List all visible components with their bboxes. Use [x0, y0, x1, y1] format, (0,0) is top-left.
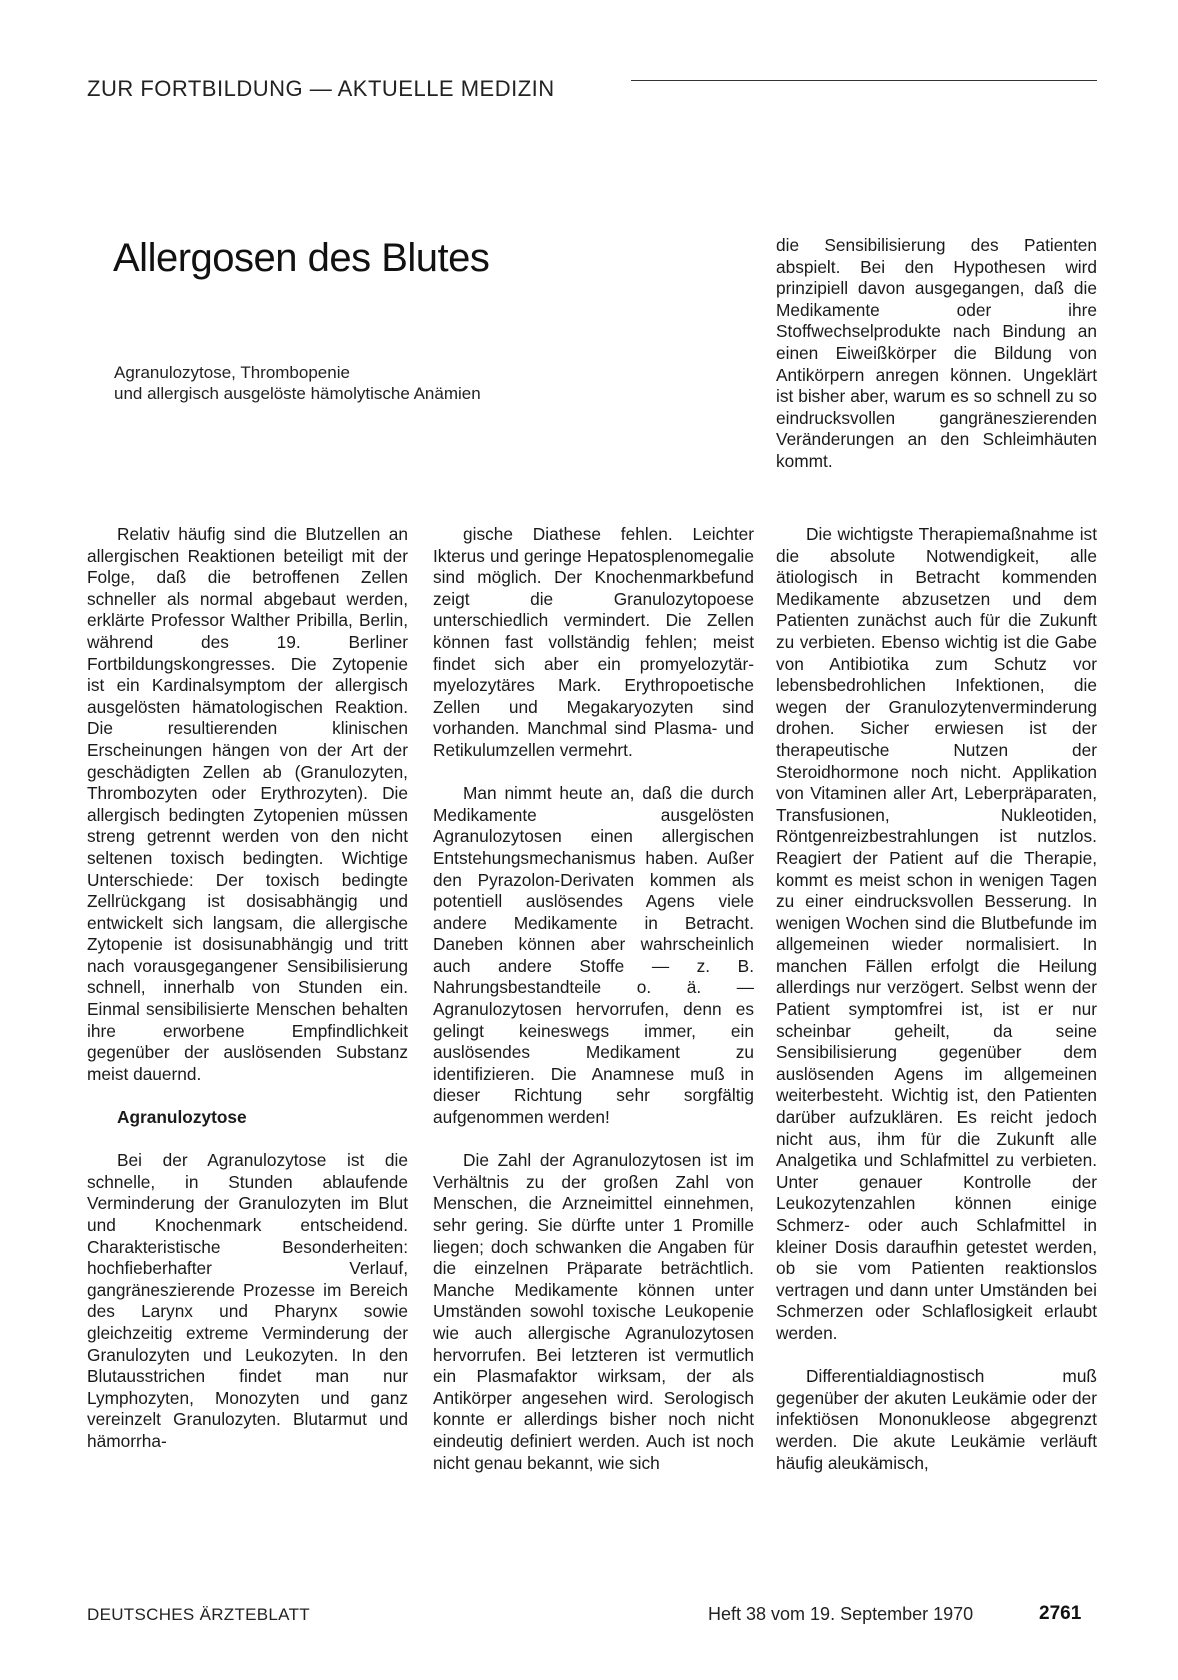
subtitle-line: Agranulozytose, Thrombopenie — [114, 363, 350, 382]
page-number: 2761 — [1039, 1603, 1082, 1624]
article-title: Allergosen des Blutes — [113, 236, 490, 280]
subtitle-line: und allergisch ausgelöste hämolytische Anämien — [114, 384, 481, 403]
paragraph: Differentialdiagnostisch muß gegenüber der akuten Leukämie oder der infektiösen Mononukleose abgegrenzt werden. Die akute Leukämie verläuft häufig aleukämisch, — [776, 1366, 1097, 1473]
paragraph: Die wichtigste Therapiemaßnahme ist die absolute Notwendigkeit, alle ätiologisch in Betracht kommenden Medikamente abzusetzen und dem Patienten zunächst auch für die Zukunft zu verbieten. Ebenso wichtig ist die Gabe von Antibiotika zum Schutz vor lebensbedrohlichen Infektionen, die wegen der Granulozytenverminderung drohen. Sicher erwiesen ist der therapeutische Nutzen der Steroidhormone noch nicht. Applikation von Vitaminen aller Art, Leberpräparaten, Transfusionen, Nukleotiden, Röntgenreizbestrahlungen ist nutzlos. Reagiert der Patient auf die Therapie, kommt es meist schon in wenigen Tagen zu einer eindrucksvollen Besserung. In wenigen Wochen sind die Blutbefunde im allgemeinen wieder normalisiert. In manchen Fällen erfolgt die Heilung allerdings nur verzögert. Selbst wenn der Patient symptomfrei ist, ist er nur scheinbar geheilt, da seine Sensibilisierung gegenüber dem auslösenden Agens im allgemeinen weiterbesteht. Wichtig ist, den Patienten darüber aufzuklären. Es reicht jedoch nicht aus, ihm für die Zukunft alle Analgetika und Schlafmittel zu verbieten. Unter genauer Kontrolle der Leukozytenzahlen können einige Schmerz- oder auch Schlafmittel in kleiner Dosis daraufhin getestet werden, ob sie vom Patienten reaktionslos vertragen und dann unter Umständen bei Schmerzen oder Schlaflosigkeit erlaubt werden. — [776, 524, 1097, 1343]
text-column-2 — [433, 524, 754, 1474]
paragraph: Relativ häufig sind die Blutzellen an allergischen Reaktionen beteiligt mit der Folge, daß die betroffenen Zellen schneller als normal abgebaut werden, erklärte Professor Walther Pribilla, Berlin, während des 19. Berliner Fortbildungskongresses. Die Zytopenie ist ein Kardinalsymptom der allergisch ausgelösten hämatologischen Reaktion. Die resultierenden klinischen Erscheinungen hängen von der Art der geschädigten Zellen ab (Granulozyten, Thrombozyten oder Erythrozyten). Die allergisch bedingten Zytopenien müssen streng getrennt werden von den nicht seltenen toxisch bedingten. Wichtige Unterschiede: Der toxisch bedingte Zellrückgang ist dosisabhängig und entwickelt sich langsam, die allergische Zytopenie ist dosisunabhängig und tritt nach vorausgegangener Sensibilisierung schnell, innerhalb von Stunden ein. Einmal sensibilisierte Menschen behalten ihre erworbene Empfindlichkeit gegenüber der auslösenden Substanz meist dauernd. — [87, 524, 408, 1084]
footer-issue: Heft 38 vom 19. September 1970 — [708, 1604, 974, 1624]
section-heading: Agranulozytose — [117, 1107, 247, 1128]
intro-column — [776, 235, 1097, 473]
paragraph: Bei der Agranulozytose ist die schnelle, in Stunden ablaufende Verminderung der Granulozyten im Blut und Knochenmark entscheidend. Charakteristische Besonderheiten: hochfieberhafter Verlauf, gangräneszierende Prozesse im Bereich des Larynx und Pharynx sowie gleichzeitig extreme Verminderung der Granulozyten und Leukozyten. In den Blutausstrichen findet man nur Lymphozyten, Monozyten und ganz vereinzelt Granulozyten. Blutarmut und hämorrha- — [87, 1150, 408, 1451]
paragraph: Die Zahl der Agranulozytosen ist im Verhältnis zu der großen Zahl von Menschen, die Arzneimittel einnehmen, sehr gering. Sie dürfte unter 1 Promille liegen; doch schwanken die Angaben für die einzelnen Präparate beträchtlich. Manche Medikamente können unter Umständen sowohl toxische Leukopenie wie auch allergische Agranulozytosen hervorrufen. Bei letzteren ist vermutlich ein Plasmafaktor wirksam, der als Antikörper angesehen wird. Serologisch konnte er allerdings bisher noch nicht eindeutig definiert werden. Auch ist noch nicht genau bekannt, wie sich — [433, 1150, 754, 1473]
text-column-1 — [87, 524, 408, 1453]
header-rule — [631, 80, 1097, 81]
footer-journal: DEUTSCHES ÄRZTEBLATT — [87, 1605, 310, 1624]
paragraph: Man nimmt heute an, daß die durch Medikamente ausgelösten Agranulozytosen einen allergischen Entstehungsmechanismus haben. Außer den Pyrazolon-Derivaten kommen als potentiell auslösendes Agens viele andere Medikamente in Betracht. Daneben können aber wahrscheinlich auch andere Stoffe — z. B. Nahrungsbestandteile o. ä. — Agranulozytosen hervorrufen, denn es gelingt keineswegs immer, ein auslösendes Medikament zu identifizieren. Die Anamnese muß in dieser Richtung sehr sorgfältig aufgenommen werden! — [433, 783, 754, 1128]
paragraph: gische Diathese fehlen. Leichter Ikterus und geringe Hepatosplenomegalie sind möglich. Der Knochenmarkbefund zeigt die Granulozytopoese unterschiedlich vermindert. Die Zellen können fast vollständig fehlen; meist findet sich aber ein promyelozytär-myelozytäres Mark. Erythropoetische Zellen und Megakaryozyten sind vorhanden. Manchmal sind Plasma- und Retikulumzellen vermehrt. — [433, 524, 754, 760]
article-subtitle — [114, 362, 584, 404]
text-column-3 — [776, 524, 1097, 1474]
running-head: ZUR FORTBILDUNG — AKTUELLE MEDIZIN — [87, 76, 555, 101]
intro-paragraph: die Sensibilisierung des Patienten abspielt. Bei den Hypothesen wird prinzipiell davon ausgegangen, daß die Medikamente oder ihre Stoffwechselprodukte nach Bindung an einen Eiweißkörper die Bildung von Antikörpern anregen können. Ungeklärt ist bisher aber, warum es so schnell zu so eindrucksvollen gangräneszierenden Veränderungen an den Schleimhäuten kommt. — [776, 235, 1097, 471]
